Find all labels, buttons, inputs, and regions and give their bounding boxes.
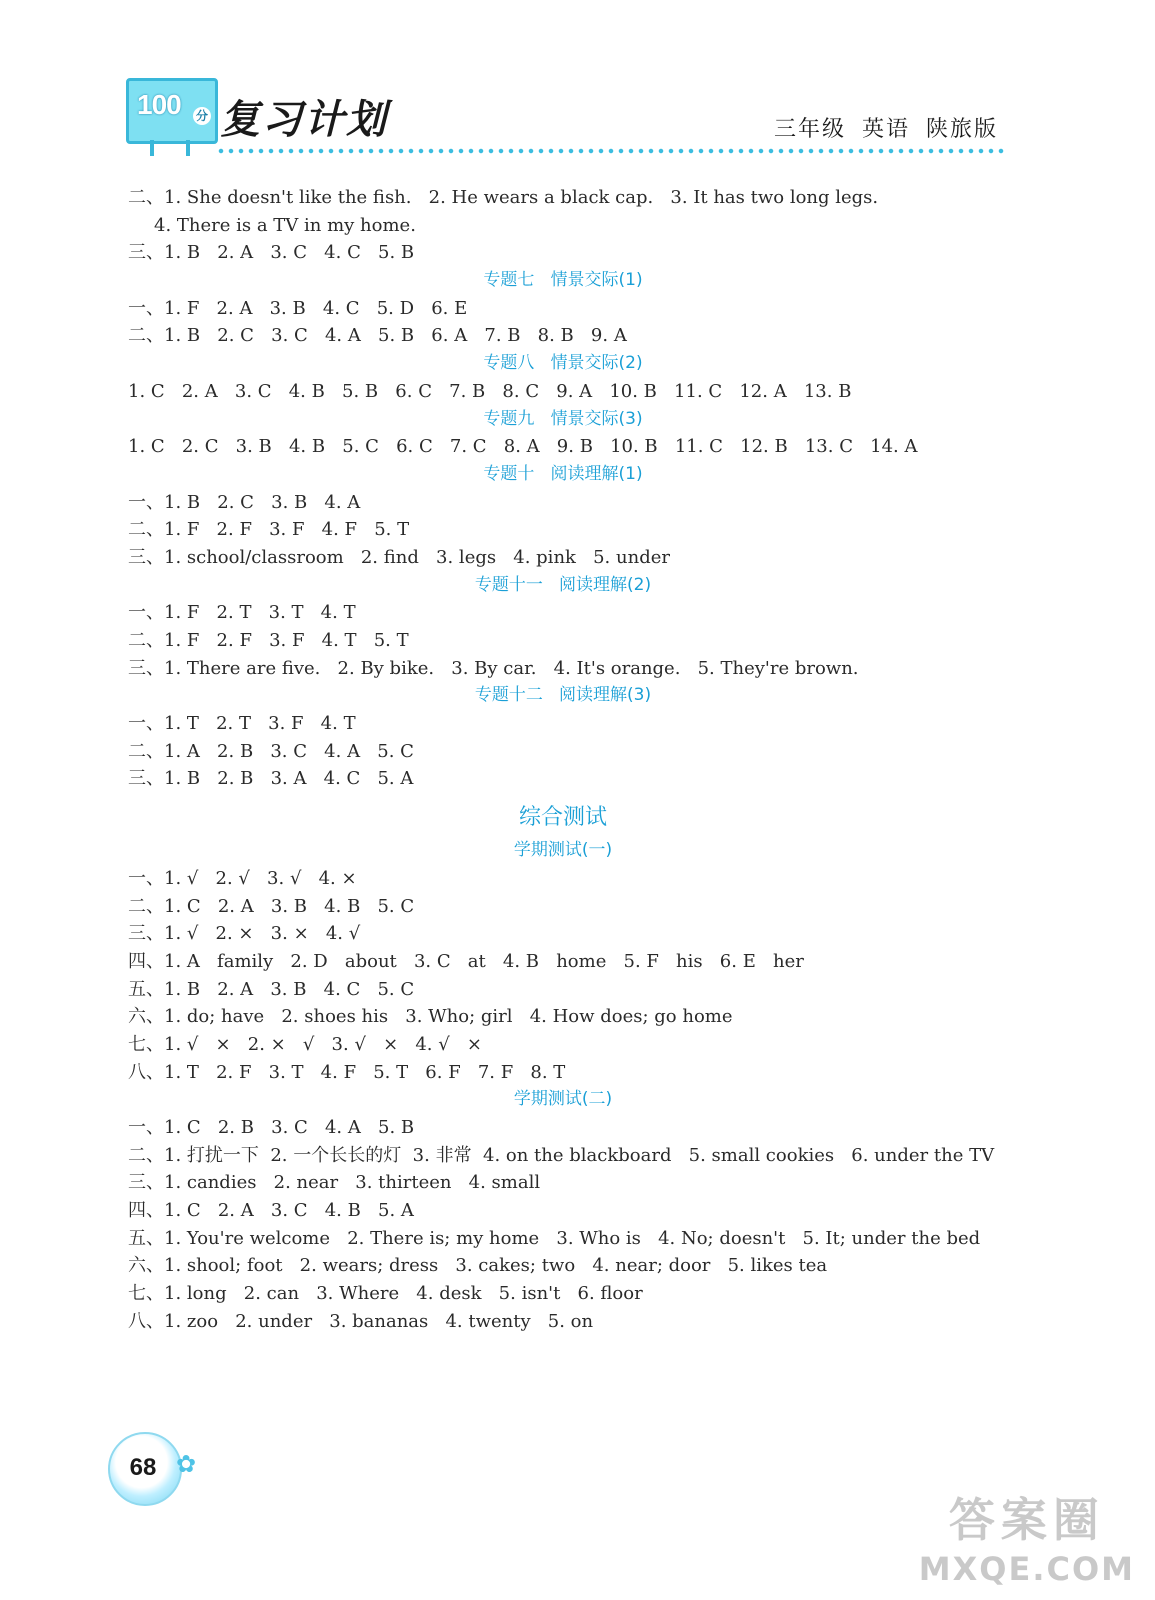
watermark-bottom: MXQE.COM <box>918 1550 1135 1588</box>
answer-line: 三、1. B 2. A 3. C 4. C 5. B <box>128 242 415 264</box>
section-title: 专题十 阅读理解(1) <box>483 463 643 484</box>
answer-line: 二、1. C 2. A 3. B 4. B 5. C <box>128 895 415 917</box>
section-title: 专题十二 阅读理解(3) <box>474 685 652 706</box>
answer-line: 一、1. T 2. T 3. F 4. T <box>128 713 356 735</box>
answer-line: 三、1. candies 2. near 3. thirteen 4. small <box>128 1172 541 1194</box>
answer-line: 三、1. √ 2. × 3. × 4. √ <box>128 923 361 945</box>
answer-line: 三、1. There are five. 2. By bike. 3. By car. 4. It's orange. 5. They're brown. <box>128 657 859 679</box>
page-number-badge <box>108 1432 182 1506</box>
book-title: 复习计划 <box>220 97 388 143</box>
answer-line: 一、1. √ 2. √ 3. √ 4. × <box>128 867 357 889</box>
logo-number: 100 <box>137 89 181 120</box>
answer-line: 一、1. B 2. C 3. B 4. A <box>128 491 361 513</box>
answer-line: 1. C 2. C 3. B 4. B 5. C 6. C 7. C 8. A 9. B 10. B 11. C 12. B 13. C 14. A <box>128 436 918 458</box>
section-title: 学期测试(一) <box>513 840 613 861</box>
answer-line: 一、1. F 2. T 3. T 4. T <box>128 602 356 624</box>
answer-line: 七、1. long 2. can 3. Where 4. desk 5. isn't 6. floor <box>128 1283 643 1305</box>
answer-line: 八、1. T 2. F 3. T 4. F 5. T 6. F 7. F 8. T <box>128 1061 566 1083</box>
header-dotted-divider <box>216 148 1006 154</box>
answer-line: 四、1. A family 2. D about 3. C at 4. B home 5. F his 6. E her <box>128 950 804 972</box>
grade-label: 三年级 <box>773 117 846 142</box>
answer-line: 三、1. B 2. B 3. A 4. C 5. A <box>128 768 414 790</box>
answer-line: 五、1. You're welcome 2. There is; my home 3. Who is 4. No; doesn't 5. It; under the bed <box>128 1227 981 1249</box>
logo-easel-leg <box>150 140 154 156</box>
answer-line: 1. C 2. A 3. C 4. B 5. B 6. C 7. B 8. C 9. A 10. B 11. C 12. A 13. B <box>128 380 852 402</box>
answer-line: 二、1. She doesn't like the fish. 2. He wears a black cap. 3. It has two long legs. <box>128 187 879 208</box>
answer-line: 4. There is a TV in my home. <box>154 214 416 236</box>
answer-line: 五、1. B 2. A 3. B 4. C 5. C <box>128 978 415 1000</box>
answer-line: 四、1. C 2. A 3. C 4. B 5. A <box>128 1200 414 1222</box>
page-header <box>120 60 1010 170</box>
answer-line: 二、1. A 2. B 3. C 4. A 5. C <box>128 740 414 762</box>
answer-line: 一、1. F 2. A 3. B 4. C 5. D 6. E <box>128 297 468 319</box>
answer-line: 二、1. B 2. C 3. C 4. A 5. B 6. A 7. B 8. B 9. A <box>128 325 627 347</box>
section-title: 专题七 情景交际(1) <box>483 270 643 291</box>
section-title: 专题九 情景交际(3) <box>483 408 643 429</box>
subject-label: 英语 <box>861 117 910 142</box>
answer-line: 二、1. F 2. F 3. F 4. T 5. T <box>128 630 409 651</box>
answer-line: 二、1. 打扰一下 2. 一个长长的灯 3. 非常 4. on the blackboard 5. small cookies 6. under the TV <box>128 1144 995 1166</box>
sparkle-icon: ✿ <box>176 1450 197 1478</box>
answer-line: 八、1. zoo 2. under 3. bananas 4. twenty 5. on <box>128 1310 594 1332</box>
logo-badge <box>126 78 218 144</box>
logo-easel-leg <box>186 140 190 156</box>
answer-line: 七、1. √ × 2. × √ 3. √ × 4. √ × <box>128 1033 482 1055</box>
page-number: 68 <box>129 1454 157 1481</box>
part-title: 综合测试 <box>518 805 607 831</box>
section-title: 学期测试(二) <box>513 1089 613 1110</box>
watermark <box>919 1484 1135 1588</box>
section-title: 专题八 情景交际(2) <box>483 353 643 374</box>
answer-line: 二、1. F 2. F 3. F 4. F 5. T <box>128 519 410 541</box>
watermark-top: 答案圈 <box>948 1493 1105 1547</box>
grade-info <box>758 112 998 143</box>
logo-unit: 分 <box>193 107 211 125</box>
section-title: 专题十一 阅读理解(2) <box>474 574 652 595</box>
answer-line: 一、1. C 2. B 3. C 4. A 5. B <box>128 1117 415 1138</box>
edition-label: 陕旅版 <box>925 117 998 142</box>
answer-line: 六、1. shool; foot 2. wears; dress 3. cakes; two 4. near; door 5. likes tea <box>128 1255 828 1277</box>
answer-content <box>128 184 1028 1336</box>
answer-line: 三、1. school/classroom 2. find 3. legs 4. pink 5. under <box>128 546 670 568</box>
answer-line: 六、1. do; have 2. shoes his 3. Who; girl 4. How does; go home <box>128 1006 733 1028</box>
